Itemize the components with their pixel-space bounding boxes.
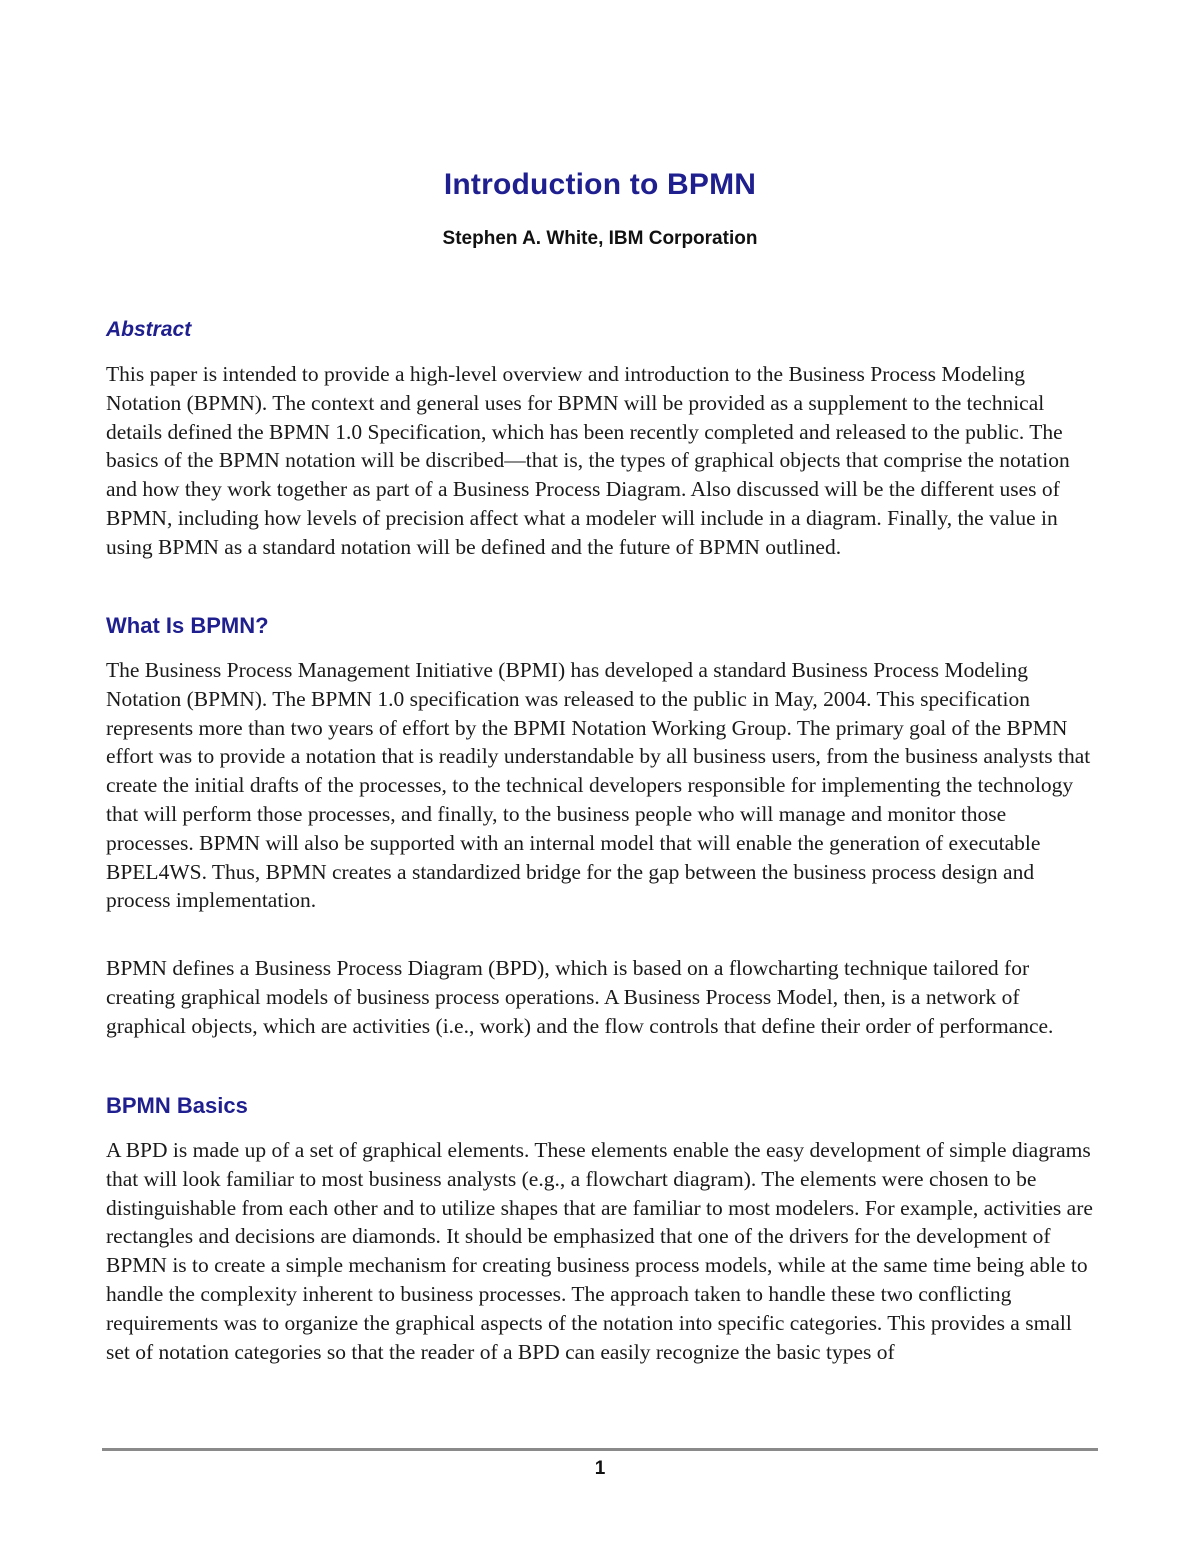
footer-divider (102, 1448, 1098, 1451)
what-is-bpmn-paragraph-1: The Business Process Management Initiative (BPMI) has developed a standard Business Process Modeling Notation (BPMN). The BPMN 1.0 specification was released to the public in May, 2004. This specification represents more than two years of effort by the BPMI Notation Working Group. The primary goal of the BPMN effort was to provide a notation that is readily understandable by all business users, from the business analysts that create the initial drafts of the processes, to the technical developers responsible for implementing the technology that will perform those processes, and finally, to the business people who will manage and monitor those processes. BPMN will also be supported with an internal model that will enable the generation of executable BPEL4WS. Thus, BPMN creates a standardized bridge for the gap between the business process design and process implementation. (106, 658, 1091, 913)
bpmn-basics-section (106, 1093, 1098, 1119)
page-number: 1 (594, 1458, 606, 1479)
abstract-section (106, 318, 1098, 342)
abstract-paragraph: This paper is intended to provide a high-level overview and introduction to the Business Process Modeling Notation (BPMN). The context and general uses for BPMN will be provided as a supplement to the technical details defined the BPMN 1.0 Specification, which has been recently completed and released to the public. The basics of the BPMN notation will be discribed—that is, the types of graphical objects that comprise the notation and how they work together as part of a Business Process Diagram. Also discussed will be the different uses of BPMN, including how levels of precision affect what a modeler will include in a diagram. Finally, the value in using BPMN as a standard notation will be defined and the future of BPMN outlined. (106, 362, 1070, 559)
document-title: Introduction to BPMN (443, 168, 757, 201)
document-author: Stephen A. White, IBM Corporation (442, 228, 758, 249)
abstract-body (106, 360, 1098, 562)
bpmn-basics-body (106, 1136, 1098, 1366)
what-is-bpmn-heading: What Is BPMN? (106, 613, 269, 638)
what-is-bpmn-paragraph-2: BPMN defines a Business Process Diagram (BPD), which is based on a flowcharting technique tailored for creating graphical models of business process operations. A Business Process Model, then, is a network of graphical objects, which are activities (i.e., work) and the flow controls that define their order of performance. (106, 956, 1054, 1038)
what-is-bpmn-section (106, 613, 1098, 639)
what-is-bpmn-body (106, 656, 1098, 915)
what-is-bpmn-body-2 (106, 954, 1098, 1040)
bpmn-basics-paragraph: A BPD is made up of a set of graphical elements. These elements enable the easy development of simple diagrams that will look familiar to most business analysts (e.g., a flowchart diagram). The elements were chosen to be distinguishable from each other and to utilize shapes that are familiar to most modelers. For example, activities are rectangles and decisions are diamonds. It should be emphasized that one of the drivers for the development of BPMN is to create a simple mechanism for creating business process models, while at the same time being able to handle the complexity inherent to business processes. The approach taken to handle these two conflicting requirements was to organize the graphical aspects of the notation into specific categories. This provides a small set of notation categories so that the reader of a BPD can easily recognize the basic types of (106, 1138, 1093, 1364)
abstract-heading: Abstract (106, 318, 192, 341)
bpmn-basics-heading: BPMN Basics (106, 1093, 248, 1118)
